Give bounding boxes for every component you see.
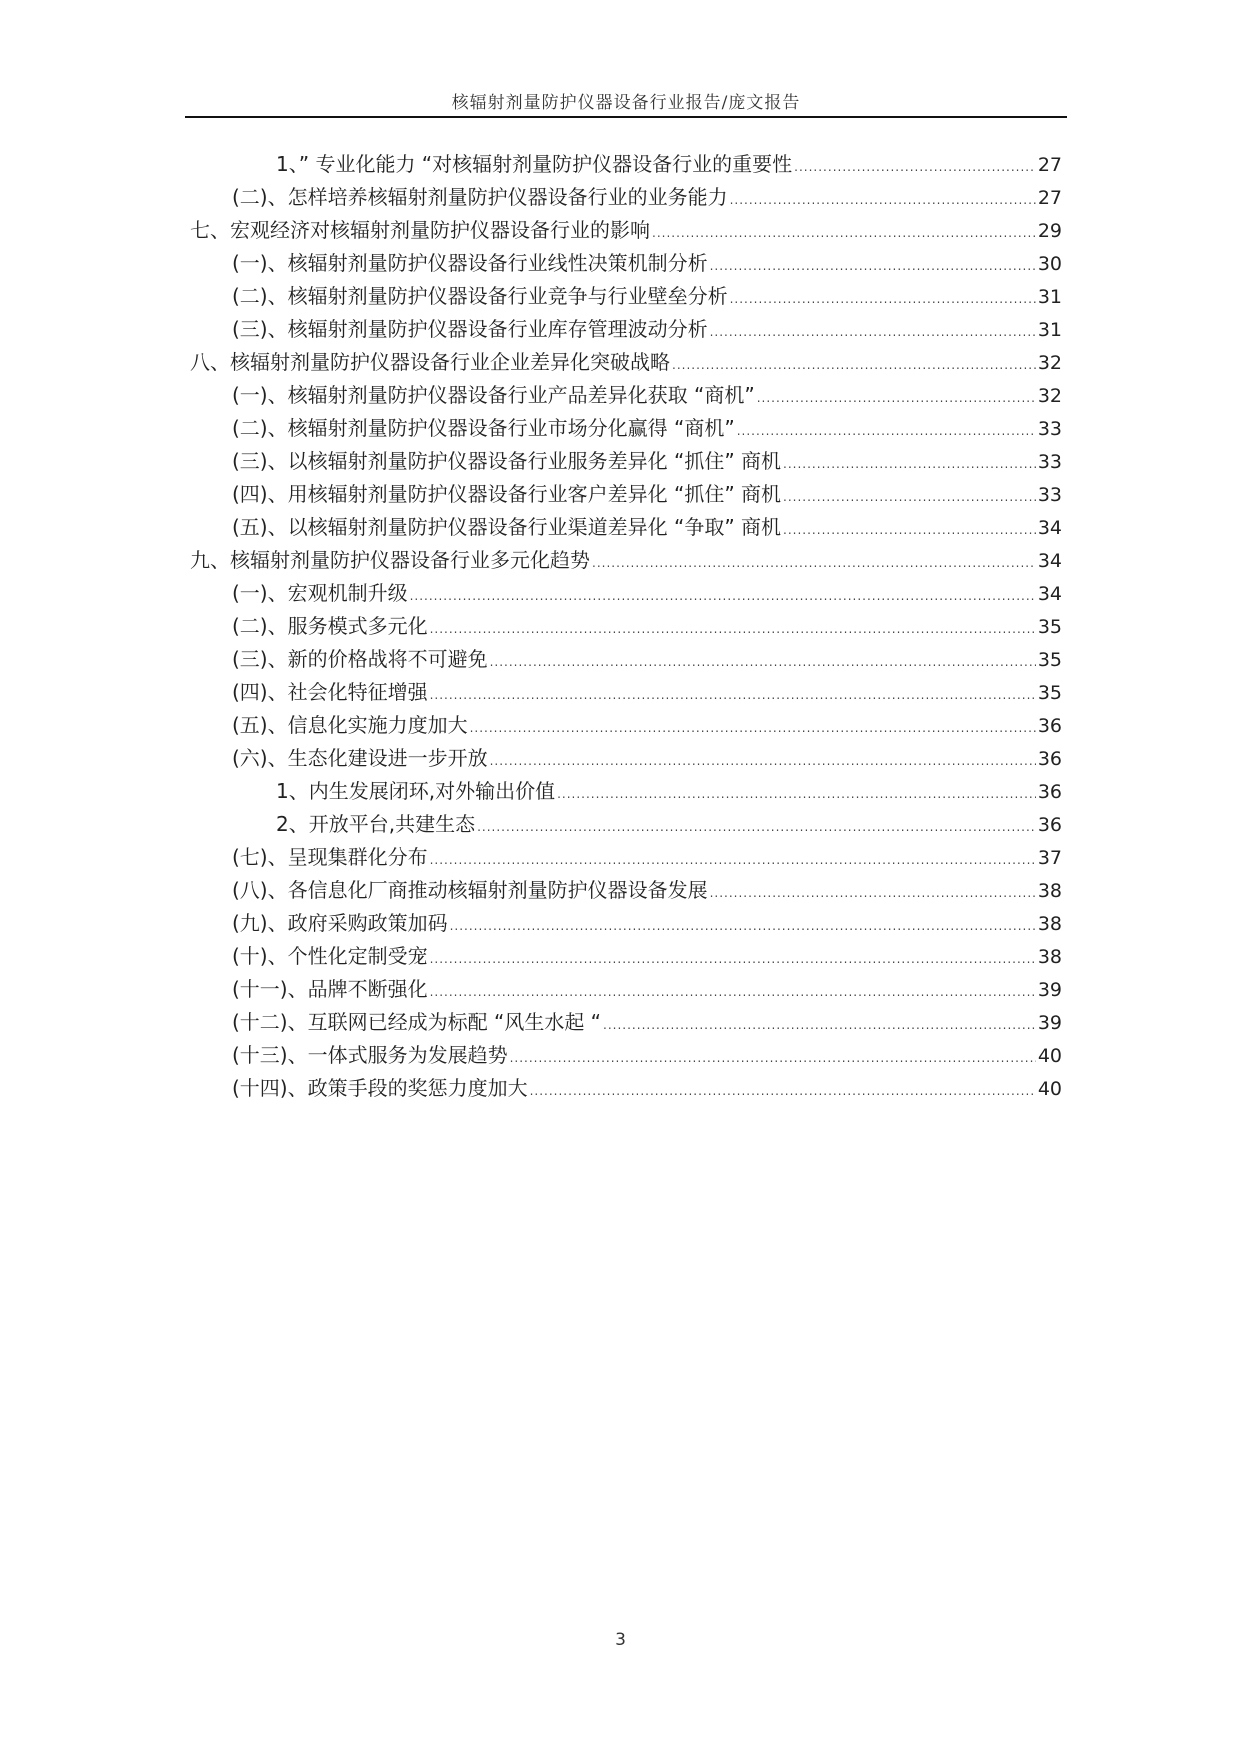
toc-entry[interactable] xyxy=(190,511,1062,544)
toc-entry-page: 36 xyxy=(1037,748,1062,770)
toc-entry[interactable] xyxy=(190,907,1062,940)
toc-entry-page: 34 xyxy=(1037,550,1062,572)
toc-leader-dots xyxy=(710,316,1036,349)
toc-leader-dots xyxy=(592,547,1036,580)
toc-leader-dots xyxy=(757,382,1036,415)
toc-entry-page: 27 xyxy=(1037,187,1062,209)
header-rule xyxy=(185,116,1067,118)
toc-leader-dots xyxy=(730,283,1036,316)
toc-entry-title: (五)、以核辐射剂量防护仪器设备行业渠道差异化 “争取” 商机 xyxy=(232,515,782,539)
toc-entry-title: (八)、各信息化厂商推动核辐射剂量防护仪器设备发展 xyxy=(232,878,708,902)
toc-entry-title: (七)、呈现集群化分布 xyxy=(232,845,428,869)
toc-entry-page: 34 xyxy=(1037,583,1062,605)
toc-entry-page: 38 xyxy=(1037,913,1062,935)
toc-entry-title: (四)、用核辐射剂量防护仪器设备行业客户差异化 “抓住” 商机 xyxy=(232,482,782,506)
toc-entry[interactable] xyxy=(190,346,1062,379)
toc-entry-page: 35 xyxy=(1037,616,1062,638)
toc-entry[interactable] xyxy=(190,412,1062,445)
toc-entry[interactable] xyxy=(190,214,1062,247)
toc-leader-dots xyxy=(737,415,1036,448)
toc-entry[interactable] xyxy=(190,874,1062,907)
toc-entry-title: 1、内生发展闭环,对外输出价值 xyxy=(276,779,556,803)
toc-entry[interactable] xyxy=(190,280,1062,313)
toc-entry[interactable] xyxy=(190,1006,1062,1039)
toc-entry[interactable] xyxy=(190,775,1062,808)
toc-leader-dots xyxy=(710,250,1036,283)
toc-leader-dots xyxy=(783,514,1036,547)
toc-entry-page: 35 xyxy=(1037,649,1062,671)
toc-leader-dots xyxy=(490,646,1036,679)
toc-entry-title: (四)、社会化特征增强 xyxy=(232,680,428,704)
toc-entry-page: 39 xyxy=(1037,1012,1062,1034)
toc-entry-title: (十)、个性化定制受宠 xyxy=(232,944,428,968)
toc-leader-dots xyxy=(470,712,1036,745)
toc-entry-title: 1、” 专业化能力 “对核辐射剂量防护仪器设备行业的重要性 xyxy=(276,152,793,176)
toc-entry[interactable] xyxy=(190,742,1062,775)
toc-leader-dots xyxy=(410,580,1036,613)
toc-entry-title: (三)、以核辐射剂量防护仪器设备行业服务差异化 “抓住” 商机 xyxy=(232,449,782,473)
toc-entry[interactable] xyxy=(190,808,1062,841)
toc-entry[interactable] xyxy=(190,577,1062,610)
toc-entry-title: (九)、政府采购政策加码 xyxy=(232,911,448,935)
toc-leader-dots xyxy=(430,976,1036,1009)
toc-entry[interactable] xyxy=(190,1039,1062,1072)
toc-entry-title: 九、核辐射剂量防护仪器设备行业多元化趋势 xyxy=(190,548,590,572)
toc-entry-title: (十一)、品牌不断强化 xyxy=(232,977,428,1001)
toc-leader-dots xyxy=(794,151,1036,184)
toc-entry-title: (一)、核辐射剂量防护仪器设备行业线性决策机制分析 xyxy=(232,251,708,275)
toc-entry-page: 40 xyxy=(1037,1078,1062,1100)
toc-entry-page: 38 xyxy=(1037,946,1062,968)
toc-entry-title: (一)、核辐射剂量防护仪器设备行业产品差异化获取 “商机” xyxy=(232,383,755,407)
toc-entry[interactable] xyxy=(190,148,1062,181)
toc-leader-dots xyxy=(530,1075,1036,1108)
toc-entry[interactable] xyxy=(190,445,1062,478)
toc-entry-page: 29 xyxy=(1037,220,1062,242)
toc-entry[interactable] xyxy=(190,973,1062,1006)
toc-entry-title: (二)、核辐射剂量防护仪器设备行业竞争与行业壁垒分析 xyxy=(232,284,728,308)
toc-entry-title: (三)、新的价格战将不可避免 xyxy=(232,647,488,671)
toc-entry[interactable] xyxy=(190,709,1062,742)
toc-entry-title: (二)、服务模式多元化 xyxy=(232,614,428,638)
toc-entry-title: (二)、怎样培养核辐射剂量防护仪器设备行业的业务能力 xyxy=(232,185,728,209)
toc-entry-title: (六)、生态化建设进一步开放 xyxy=(232,746,488,770)
toc-entry-page: 36 xyxy=(1037,781,1062,803)
toc-entry[interactable] xyxy=(190,841,1062,874)
toc-leader-dots xyxy=(603,1009,1036,1042)
toc-entry-page: 33 xyxy=(1037,484,1062,506)
toc-entry-page: 35 xyxy=(1037,682,1062,704)
toc-entry[interactable] xyxy=(190,313,1062,346)
toc-entry[interactable] xyxy=(190,379,1062,412)
running-header: 核辐射剂量防护仪器设备行业报告/庞文报告 xyxy=(451,93,801,113)
toc-entry-title: (五)、信息化实施力度加大 xyxy=(232,713,468,737)
toc-entry-page: 37 xyxy=(1037,847,1062,869)
toc-leader-dots xyxy=(783,448,1036,481)
toc-entry-title: (十三)、一体式服务为发展趋势 xyxy=(232,1043,508,1067)
toc-leader-dots xyxy=(477,811,1036,844)
toc-leader-dots xyxy=(430,613,1036,646)
page-number: 3 xyxy=(615,1630,626,1650)
toc-entry-title: (二)、核辐射剂量防护仪器设备行业市场分化赢得 “商机” xyxy=(232,416,735,440)
toc-entry[interactable] xyxy=(190,181,1062,214)
toc-entry-page: 31 xyxy=(1037,319,1062,341)
toc-leader-dots xyxy=(652,217,1036,250)
toc-entry-title: 七、宏观经济对核辐射剂量防护仪器设备行业的影响 xyxy=(190,218,650,242)
toc-entry-page: 31 xyxy=(1037,286,1062,308)
toc-entry-title: (三)、核辐射剂量防护仪器设备行业库存管理波动分析 xyxy=(232,317,708,341)
toc-entry-page: 32 xyxy=(1037,385,1062,407)
toc-entry-page: 33 xyxy=(1037,451,1062,473)
toc-entry[interactable] xyxy=(190,676,1062,709)
toc-leader-dots xyxy=(672,349,1036,382)
toc-entry[interactable] xyxy=(190,643,1062,676)
toc-entry[interactable] xyxy=(190,478,1062,511)
toc-leader-dots xyxy=(783,481,1036,514)
toc-leader-dots xyxy=(510,1042,1036,1075)
toc-entry[interactable] xyxy=(190,247,1062,280)
toc-leader-dots xyxy=(710,877,1036,910)
toc-entry-page: 38 xyxy=(1037,880,1062,902)
table-of-contents xyxy=(190,148,1062,1105)
toc-leader-dots xyxy=(490,745,1036,778)
toc-entry-title: (十二)、互联网已经成为标配 “风生水起 “ xyxy=(232,1010,602,1034)
toc-entry-title: 八、核辐射剂量防护仪器设备行业企业差异化突破战略 xyxy=(190,350,670,374)
toc-entry-page: 27 xyxy=(1037,154,1062,176)
toc-entry-page: 36 xyxy=(1037,715,1062,737)
toc-entry[interactable] xyxy=(190,544,1062,577)
toc-entry[interactable] xyxy=(190,610,1062,643)
toc-leader-dots xyxy=(557,778,1036,811)
toc-entry-page: 33 xyxy=(1037,418,1062,440)
toc-leader-dots xyxy=(430,679,1036,712)
toc-entry-title: 2、开放平台,共建生态 xyxy=(276,812,476,836)
toc-entry-title: (十四)、政策手段的奖惩力度加大 xyxy=(232,1076,528,1100)
toc-entry[interactable] xyxy=(190,1072,1062,1105)
toc-entry-page: 34 xyxy=(1037,517,1062,539)
toc-leader-dots xyxy=(450,910,1036,943)
toc-entry-page: 40 xyxy=(1037,1045,1062,1067)
toc-entry-title: (一)、宏观机制升级 xyxy=(232,581,408,605)
toc-entry-page: 30 xyxy=(1037,253,1062,275)
toc-entry-page: 39 xyxy=(1037,979,1062,1001)
toc-entry-page: 36 xyxy=(1037,814,1062,836)
toc-leader-dots xyxy=(730,184,1036,217)
toc-leader-dots xyxy=(430,943,1036,976)
toc-leader-dots xyxy=(430,844,1036,877)
toc-entry[interactable] xyxy=(190,940,1062,973)
toc-entry-page: 32 xyxy=(1037,352,1062,374)
